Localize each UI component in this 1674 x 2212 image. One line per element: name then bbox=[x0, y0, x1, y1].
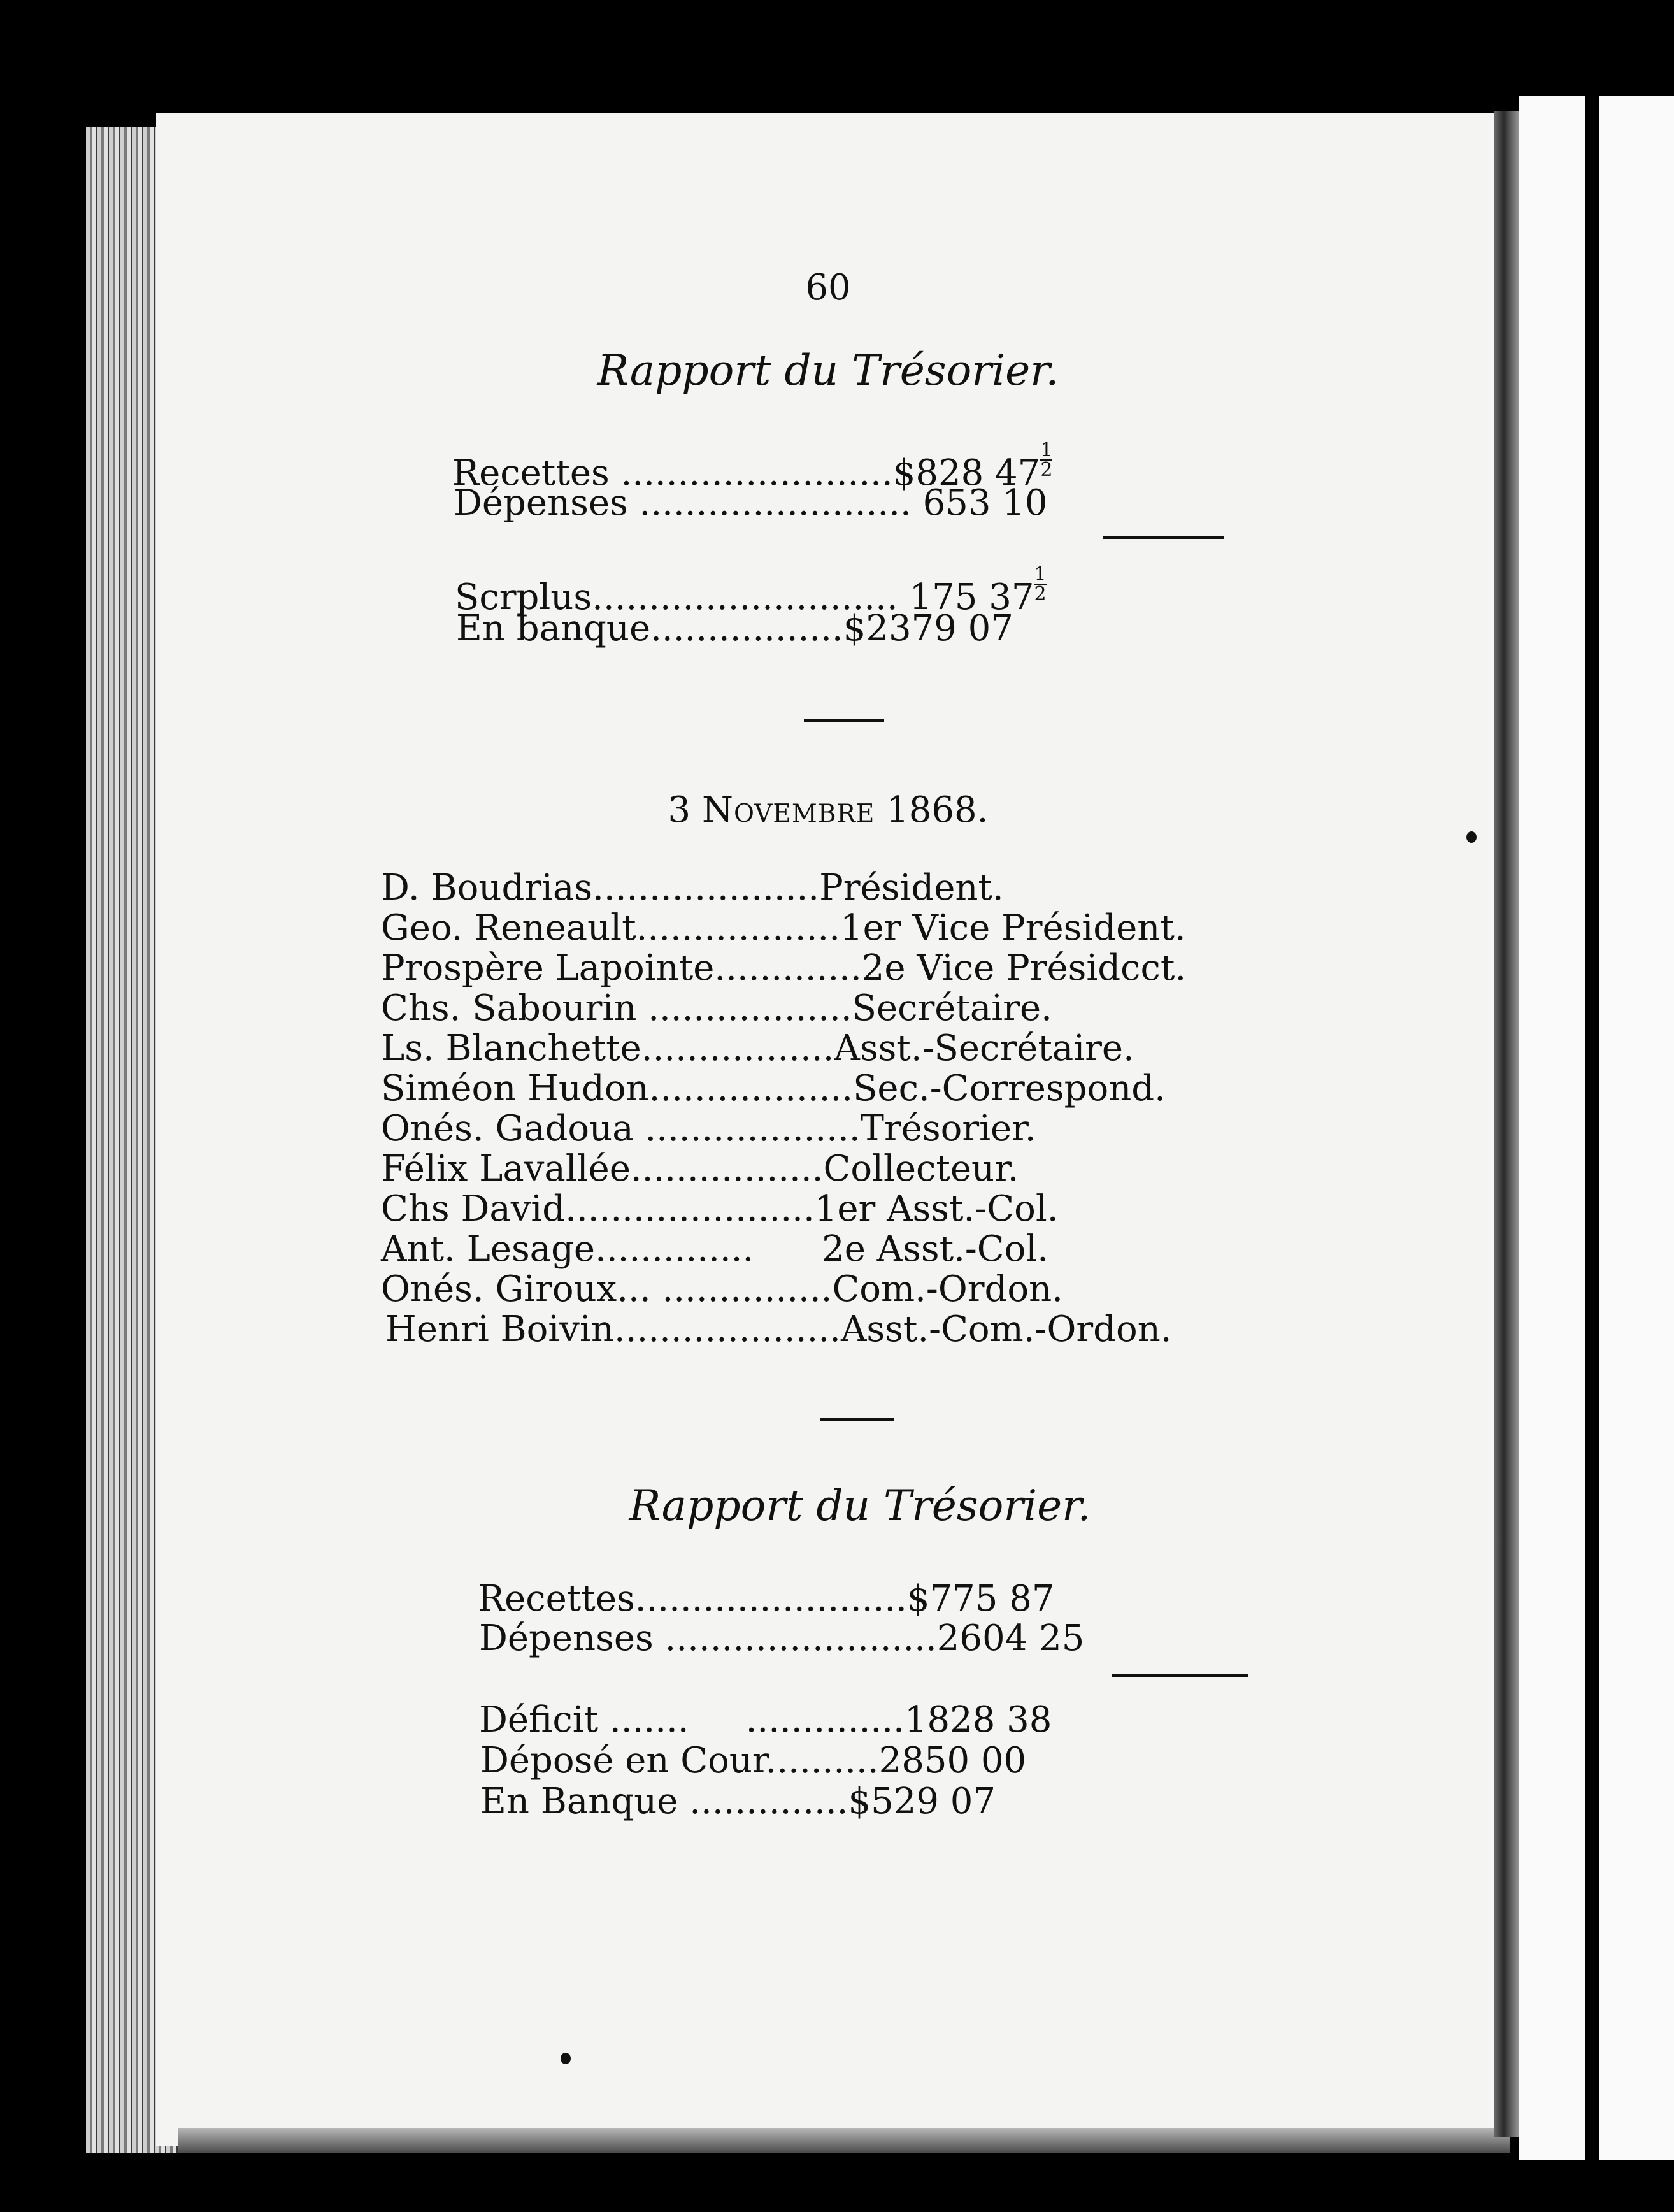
officer-row bbox=[381, 1068, 1166, 1109]
row-amount: $828 47 bbox=[892, 452, 1041, 494]
section-divider bbox=[804, 719, 884, 722]
report2-row-recettes bbox=[478, 1579, 1055, 1620]
row-leader: ........................... bbox=[592, 577, 898, 618]
row-leader: .................. bbox=[636, 907, 841, 949]
meeting-date bbox=[605, 790, 1051, 831]
officer-row bbox=[381, 1109, 1036, 1149]
officer-role: Asst.-Secrétaire. bbox=[834, 1028, 1134, 1069]
date-year: 1868. bbox=[886, 789, 989, 831]
officer-name: Geo. Reneault bbox=[381, 907, 636, 949]
officer-role: 2e Asst.-Col. bbox=[822, 1228, 1049, 1270]
officer-name: Ant. Lesage bbox=[381, 1228, 596, 1270]
row-label: Recettes bbox=[452, 452, 610, 494]
officer-name: D. Boudrias bbox=[381, 867, 593, 908]
row-leader: ................. bbox=[650, 608, 843, 649]
row-amount: $529 07 bbox=[848, 1781, 996, 1822]
officer-role: Trésorier. bbox=[860, 1108, 1036, 1149]
date-month: Novembre bbox=[701, 789, 875, 831]
sum-rule bbox=[1103, 536, 1224, 539]
fraction: $\frac{1}{2}$ bbox=[1034, 563, 1047, 605]
officer-role: Collecteur. bbox=[823, 1148, 1019, 1189]
row-leader: ... ............... bbox=[617, 1268, 833, 1310]
officer-name: Onés. Giroux bbox=[381, 1268, 617, 1310]
officer-row bbox=[381, 868, 1004, 908]
officer-role: 2e Vice Présidcct. bbox=[861, 947, 1187, 989]
officer-name: Chs. Sabourin bbox=[381, 988, 637, 1029]
row-leader: ................. bbox=[630, 1148, 824, 1189]
row-leader: .............. bbox=[595, 1228, 754, 1270]
report2-row-banque bbox=[480, 1781, 996, 1822]
row-leader: ............. bbox=[714, 947, 862, 989]
row-amount: 653 10 bbox=[922, 482, 1048, 524]
ink-speck bbox=[561, 2053, 571, 2064]
facing-page-edge bbox=[1585, 96, 1599, 2166]
report2-row-depenses bbox=[479, 1618, 1084, 1659]
row-amount: 2604 25 bbox=[936, 1618, 1085, 1659]
row-leader: .................... bbox=[613, 1309, 841, 1350]
officer-row bbox=[381, 908, 1186, 949]
row-amount: $2379 07 bbox=[843, 608, 1013, 649]
row-leader: ........................ bbox=[639, 482, 912, 524]
report1-row-depenses bbox=[454, 483, 1048, 524]
officer-role: 1er Asst.-Col. bbox=[814, 1188, 1059, 1230]
officer-row bbox=[381, 1149, 1019, 1189]
report1-row-banque bbox=[456, 608, 1013, 649]
officer-role: Sec.-Correspond. bbox=[853, 1068, 1166, 1109]
row-leader: .................. bbox=[648, 988, 852, 1029]
officer-role: Président. bbox=[819, 867, 1004, 908]
row-leader: ........................ bbox=[620, 452, 893, 494]
row-label: Déficit bbox=[479, 1699, 599, 1741]
officer-row bbox=[381, 1028, 1134, 1069]
row-leader: .............. bbox=[689, 1781, 848, 1822]
row-label: Recettes bbox=[478, 1578, 635, 1620]
officer-name: Félix Lavallée bbox=[381, 1148, 631, 1189]
row-label: Déposé en Cour bbox=[480, 1740, 766, 1781]
report2-row-deficit bbox=[479, 1700, 1052, 1741]
row-amount: 2850 00 bbox=[878, 1740, 1027, 1781]
page-bottom-edge bbox=[178, 2128, 1510, 2153]
row-amount: 175 37 bbox=[909, 577, 1034, 618]
row-leader: ...................... bbox=[565, 1188, 815, 1230]
row-leader: ................... bbox=[645, 1108, 861, 1149]
officer-row bbox=[381, 988, 1052, 1029]
row-label: Dépenses bbox=[454, 482, 628, 524]
officer-role: Secrétaire. bbox=[852, 988, 1052, 1029]
row-leader: ....... .............. bbox=[609, 1699, 905, 1741]
officer-name: Henri Boivin bbox=[385, 1309, 614, 1350]
officer-name: Chs David bbox=[381, 1188, 566, 1230]
row-leader: ........................ bbox=[664, 1618, 937, 1659]
officer-row bbox=[381, 1189, 1059, 1230]
officer-row bbox=[381, 1229, 1048, 1270]
report2-row-depose bbox=[480, 1741, 1026, 1781]
officer-role: Asst.-Com.-Ordon. bbox=[840, 1309, 1172, 1350]
row-leader: .......... bbox=[765, 1740, 879, 1781]
officer-row bbox=[385, 1309, 1172, 1350]
row-label: En Banque bbox=[480, 1781, 678, 1822]
row-amount: $775 87 bbox=[906, 1578, 1055, 1620]
book-gutter bbox=[1494, 111, 1519, 2137]
row-amount: 1828 38 bbox=[904, 1699, 1052, 1741]
row-leader: ................. bbox=[641, 1028, 834, 1069]
officer-role: Com.-Ordon. bbox=[832, 1268, 1063, 1310]
ink-speck bbox=[1466, 831, 1477, 843]
officer-name: Siméon Hudon bbox=[381, 1068, 649, 1109]
page-number: 60 bbox=[805, 267, 851, 308]
officer-row bbox=[381, 1269, 1063, 1310]
report2-title: Rapport du Trésorier. bbox=[629, 1481, 1091, 1530]
officer-role: 1er Vice Président. bbox=[840, 907, 1186, 949]
officer-name: Prospère Lapointe bbox=[381, 947, 715, 989]
report1-title: Rapport du Trésorier. bbox=[597, 346, 1059, 395]
row-label: Dépenses bbox=[479, 1618, 654, 1659]
row-leader: .................... bbox=[592, 867, 820, 908]
officer-row bbox=[381, 948, 1186, 989]
officer-name: Onés. Gadoua bbox=[381, 1108, 634, 1149]
officer-name: Ls. Blanchette bbox=[381, 1028, 641, 1069]
row-label: En banque bbox=[456, 608, 651, 649]
date-day: 3 bbox=[668, 789, 691, 831]
section-divider bbox=[820, 1418, 894, 1421]
row-label: Scrplus bbox=[455, 577, 592, 618]
fraction: $\frac{1}{2}$ bbox=[1040, 439, 1053, 481]
row-leader: ........................ bbox=[634, 1578, 907, 1620]
sum-rule bbox=[1112, 1674, 1248, 1677]
row-leader: .................. bbox=[648, 1068, 854, 1109]
